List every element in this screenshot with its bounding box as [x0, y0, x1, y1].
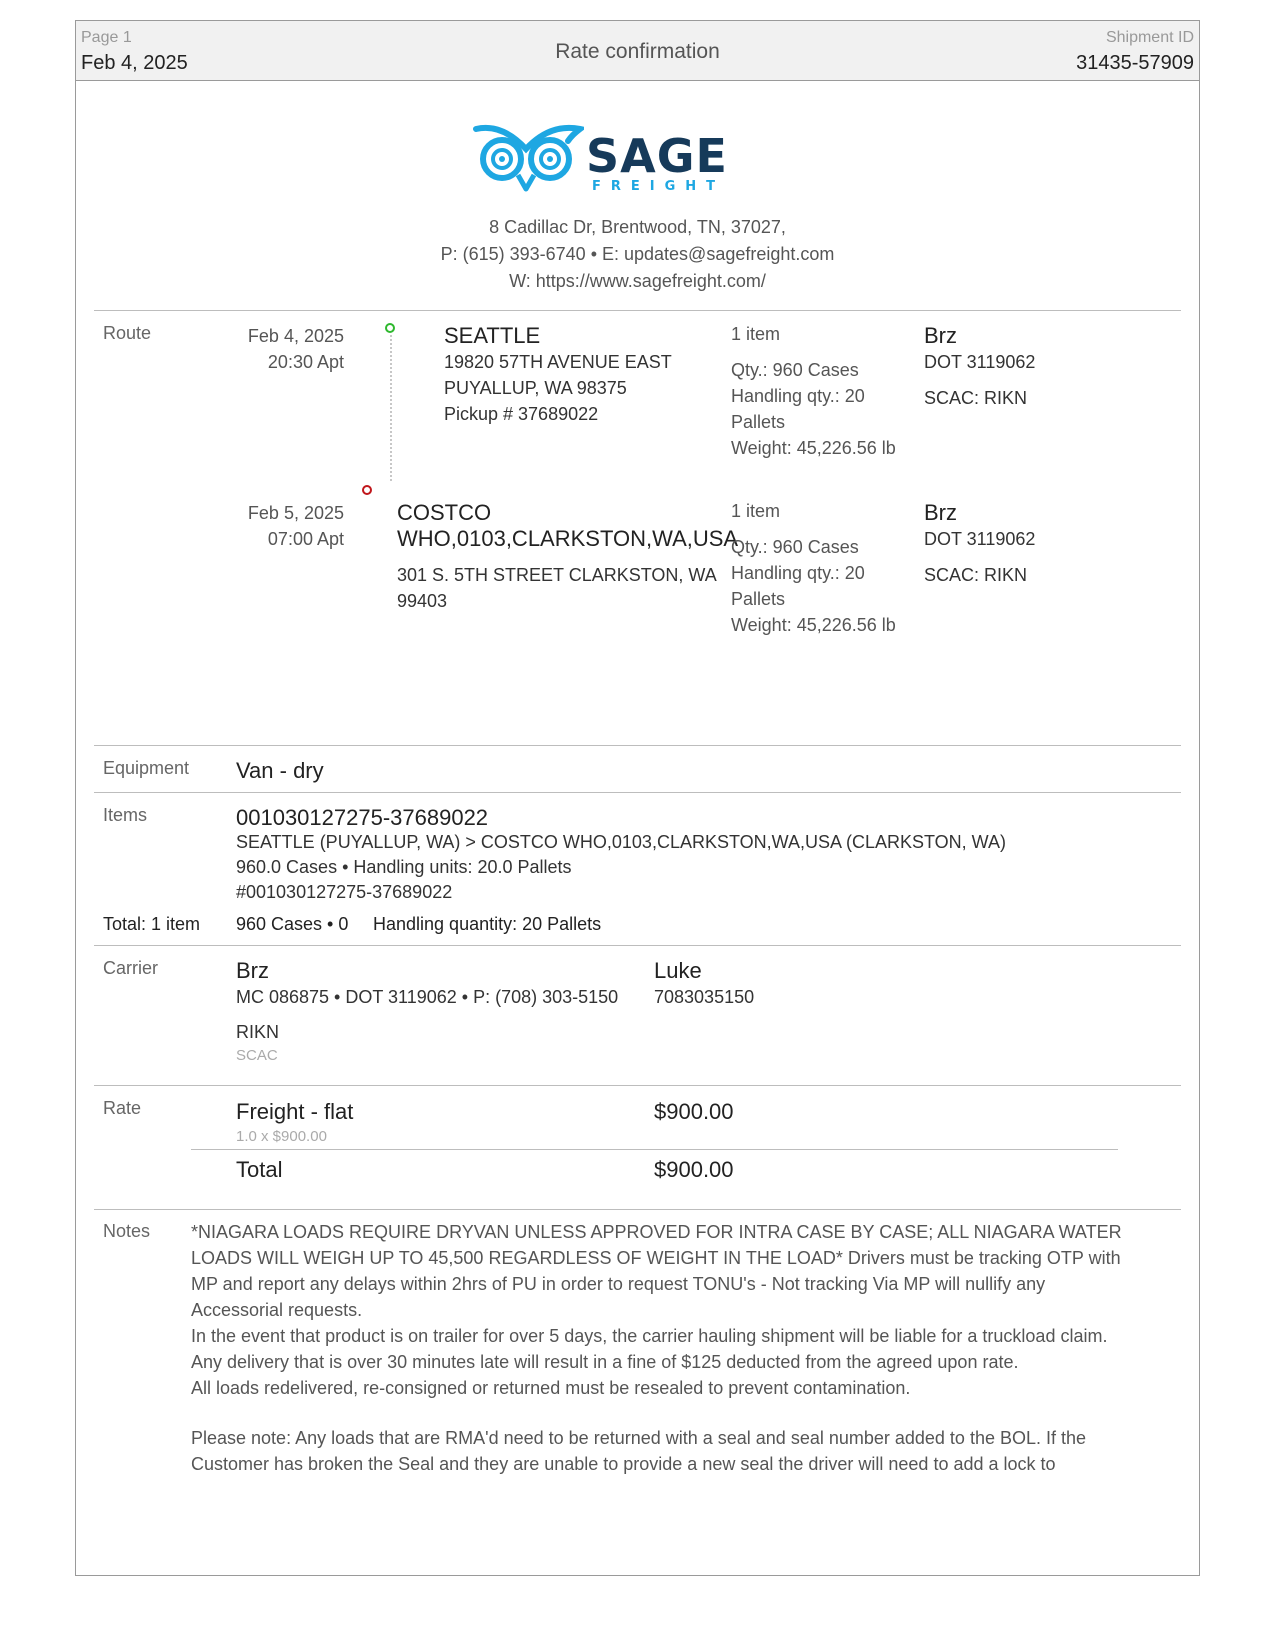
pickup-handling-unit: Pallets — [731, 412, 786, 432]
divider — [94, 1209, 1181, 1210]
owl-icon — [472, 123, 584, 193]
carrier-scac-value: RIKN — [236, 1022, 280, 1042]
carrier-details: MC 086875 • DOT 3119062 • P: (708) 303-5150 — [236, 987, 619, 1007]
delivery-datetime — [234, 500, 344, 552]
rate-label: Rate — [103, 1098, 142, 1118]
carrier-name: Brz — [236, 958, 269, 983]
company-address: 8 Cadillac Dr, Brentwood, TN, 37027, — [489, 217, 786, 237]
item-lane: SEATTLE (PUYALLUP, WA) > COSTCO WHO,0103,CLARKSTON,WA,USA (CLARKSTON, WA) — [236, 832, 1007, 852]
divider — [94, 792, 1181, 793]
delivery-handling-unit: Pallets — [731, 589, 786, 609]
pickup-stop — [444, 323, 672, 427]
pickup-name: SEATTLE — [444, 323, 541, 348]
items-total-handling: Handling quantity: 20 Pallets — [373, 914, 602, 934]
pickup-address-line1: 19820 57TH AVENUE EAST — [444, 352, 672, 372]
pickup-carrier-name: Brz — [924, 323, 957, 348]
items-total-label: Total: 1 item — [103, 914, 201, 934]
page-header — [76, 21, 1199, 81]
note-paragraph: *NIAGARA LOADS REQUIRE DRYVAN UNLESS APPROVED FOR INTRA CASE BY CASE; ALL NIAGARA WATER LOADS WILL WEIGH UP TO 45,500 REGARDLESS OF WEIGHT IN THE LOAD* Drivers must be tracking OTP with MP and report any delays within 2hrs of PU in order to request TONU's - Not tracking Via MP will nullify any Accessorial requests. — [191, 1222, 1122, 1320]
delivery-handling: Handling qty.: 20 — [731, 563, 865, 583]
divider — [94, 745, 1181, 746]
item-row — [236, 805, 1006, 905]
pickup-item-count: 1 item — [731, 324, 781, 344]
logo-wordmark: SAGE — [586, 129, 728, 183]
delivery-marker-icon — [362, 485, 372, 495]
shipment-id-value: 31435-57909 — [1076, 52, 1194, 74]
delivery-name-line2: WHO,0103,CLARKSTON,WA,USA — [397, 526, 739, 551]
page-number: Page 1 — [81, 29, 132, 46]
rate-total-amount: $900.00 — [654, 1157, 734, 1182]
route-connector — [390, 335, 392, 481]
contact-phone: 7083035150 — [654, 987, 755, 1007]
note-paragraph: Please note: Any loads that are RMA'd need to be returned with a seal and seal number added to the BOL. If the Customer has broken the Seal and they are unable to provide a new seal the driver will need to add a lock to — [191, 1428, 1087, 1474]
delivery-address-line2: 99403 — [397, 591, 448, 611]
pickup-datetime — [234, 323, 344, 375]
pickup-items — [731, 321, 896, 461]
company-website: W: https://www.sagefreight.com/ — [509, 271, 766, 291]
rate-total-label: Total — [236, 1157, 283, 1182]
delivery-name-line1: COSTCO — [397, 500, 492, 525]
delivery-items — [731, 498, 896, 638]
carrier-info — [236, 958, 618, 1010]
item-units: 960.0 Cases • Handling units: 20.0 Pallets — [236, 857, 572, 877]
pickup-weight: Weight: 45,226.56 lb — [731, 438, 896, 458]
rate-line-calc: 1.0 x $900.00 — [236, 1128, 327, 1145]
delivery-carrier-name: Brz — [924, 500, 957, 525]
shipment-id-label: Shipment ID — [1105, 29, 1194, 46]
pickup-carrier-dot: DOT 3119062 — [924, 352, 1036, 372]
delivery-carrier-dot: DOT 3119062 — [924, 529, 1036, 549]
pickup-date: Feb 4, 2025 — [247, 326, 344, 346]
header-date: Feb 4, 2025 — [81, 52, 188, 74]
pickup-marker-icon — [385, 323, 395, 333]
logo-subtitle: FREIGHT — [592, 179, 726, 194]
pickup-carrier — [924, 323, 1035, 411]
pickup-time: 20:30 Apt — [267, 352, 344, 372]
items-label: Items — [103, 805, 148, 825]
equipment-label: Equipment — [103, 758, 190, 778]
delivery-stop — [397, 500, 738, 614]
contact-name: Luke — [654, 958, 702, 983]
delivery-address-line1: 301 S. 5TH STREET CLARKSTON, WA — [397, 565, 717, 585]
note-paragraph: Any delivery that is over 30 minutes late will result in a fine of $125 deducted from the agreed upon rate. — [191, 1352, 1019, 1372]
pickup-qty: Qty.: 960 Cases — [731, 360, 859, 380]
pickup-address-line2: PUYALLUP, WA 98375 — [444, 378, 627, 398]
document-title: Rate confirmation — [555, 40, 720, 63]
note-paragraph: All loads redelivered, re-consigned or returned must be resealed to prevent contamination. — [191, 1378, 911, 1398]
delivery-carrier-scac: SCAC: RIKN — [924, 565, 1028, 585]
rate-line-name: Freight - flat — [236, 1099, 354, 1124]
rate-line-amount: $900.00 — [654, 1099, 734, 1124]
delivery-item-count: 1 item — [731, 501, 781, 521]
item-id: 001030127275-37689022 — [236, 805, 489, 830]
notes-label: Notes — [103, 1221, 151, 1241]
pickup-reference: Pickup # 37689022 — [444, 404, 599, 424]
notes-body — [191, 1219, 1131, 1477]
delivery-qty: Qty.: 960 Cases — [731, 537, 859, 557]
carrier-label: Carrier — [103, 958, 159, 978]
route-label: Route — [103, 323, 152, 343]
delivery-weight: Weight: 45,226.56 lb — [731, 615, 896, 635]
rate-divider — [191, 1149, 1118, 1150]
item-reference: #001030127275-37689022 — [236, 882, 453, 902]
divider — [94, 310, 1181, 311]
equipment-value: Van - dry — [236, 758, 324, 783]
delivery-date: Feb 5, 2025 — [247, 503, 344, 523]
delivery-time: 07:00 Apt — [267, 529, 344, 549]
delivery-carrier — [924, 500, 1035, 588]
items-total-cases: 960 Cases • 0 — [236, 914, 349, 934]
pickup-carrier-scac: SCAC: RIKN — [924, 388, 1028, 408]
carrier-contact — [654, 958, 754, 1010]
note-paragraph: In the event that product is on trailer for over 5 days, the carrier hauling shipment will be liable for a truckload claim. — [191, 1326, 1108, 1346]
carrier-scac-label: SCAC — [236, 1047, 278, 1064]
divider — [94, 1085, 1181, 1086]
divider — [94, 945, 1181, 946]
pickup-handling: Handling qty.: 20 — [731, 386, 865, 406]
company-contact: P: (615) 393-6740 • E: updates@sagefreight.com — [440, 244, 835, 264]
document-frame — [75, 20, 1200, 1576]
